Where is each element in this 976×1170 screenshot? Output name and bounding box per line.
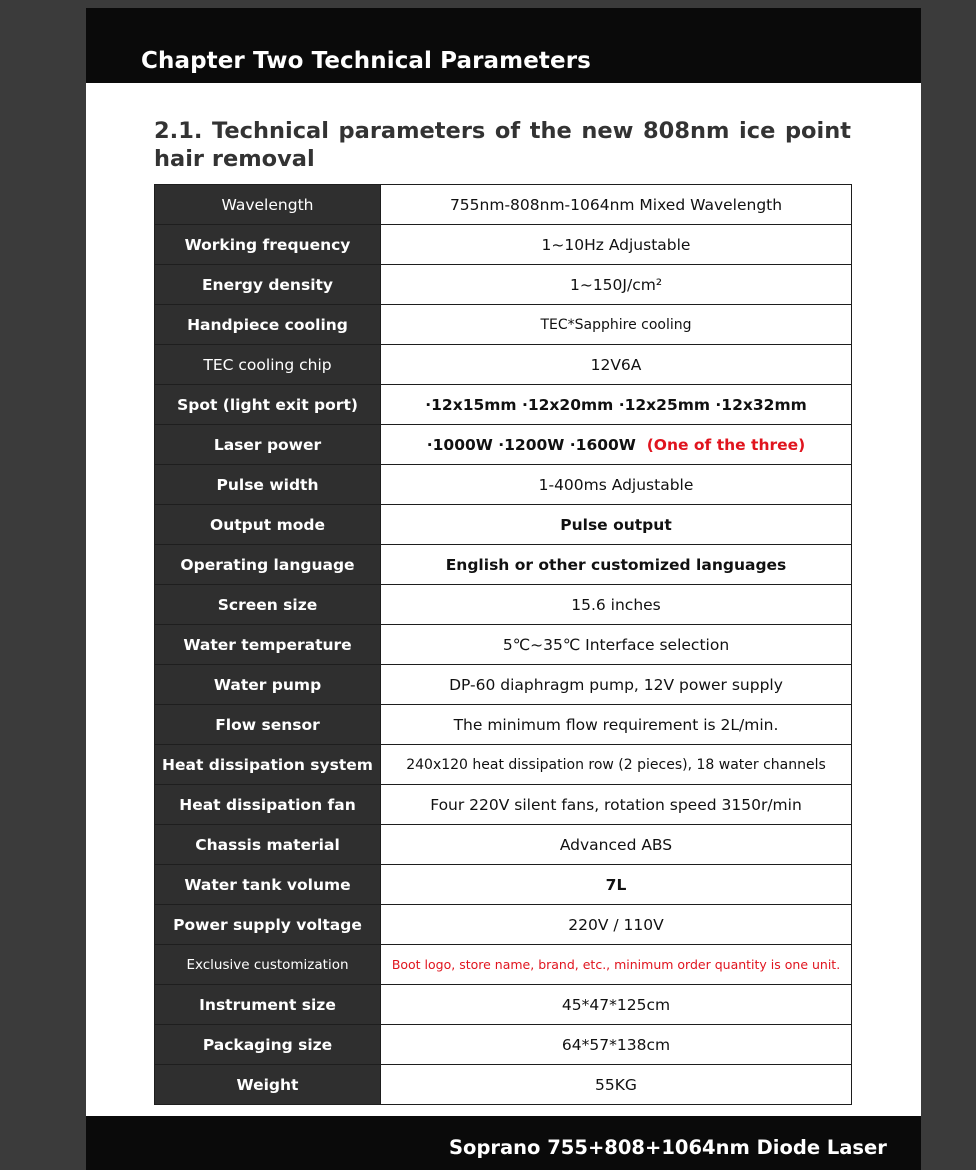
spec-row-water-temperature — [155, 625, 852, 665]
spec-value: Boot logo, store name, brand, etc., minimum order quantity is one unit. — [381, 945, 852, 985]
spec-row-operating-language — [155, 545, 852, 585]
spec-row-water-pump — [155, 665, 852, 705]
spec-label: Energy density — [155, 265, 381, 305]
spec-value: 1~150J/cm² — [381, 265, 852, 305]
chapter-title: Chapter Two Technical Parameters — [141, 48, 591, 74]
spec-value: 7L — [381, 865, 852, 905]
spec-label: Heat dissipation fan — [155, 785, 381, 825]
spec-row-instrument-size — [155, 985, 852, 1025]
spec-row-handpiece-cooling — [155, 305, 852, 345]
spec-label: Screen size — [155, 585, 381, 625]
spec-label: TEC cooling chip — [155, 345, 381, 385]
spec-value: 1-400ms Adjustable — [381, 465, 852, 505]
spec-label: Instrument size — [155, 985, 381, 1025]
laser-power-options: ·1000W ·1200W ·1600W — [426, 435, 636, 454]
spec-label: Power supply voltage — [155, 905, 381, 945]
spec-row-power-supply-voltage — [155, 905, 852, 945]
document-page — [86, 8, 921, 1170]
spec-value: 45*47*125cm — [381, 985, 852, 1025]
spec-value: English or other customized languages — [381, 545, 852, 585]
spec-value-laser-power — [381, 425, 852, 465]
footer-title: Soprano 755+808+1064nm Diode Laser — [449, 1136, 887, 1159]
spec-label: Pulse width — [155, 465, 381, 505]
spec-label: Laser power — [155, 425, 381, 465]
spec-row-water-tank-volume — [155, 865, 852, 905]
spec-label: Weight — [155, 1065, 381, 1105]
spec-value: 15.6 inches — [381, 585, 852, 625]
spec-value: Four 220V silent fans, rotation speed 3150r/min — [381, 785, 852, 825]
spec-row-tec-cooling-chip — [155, 345, 852, 385]
spec-label: Output mode — [155, 505, 381, 545]
spec-label: Water tank volume — [155, 865, 381, 905]
spec-label: Handpiece cooling — [155, 305, 381, 345]
spec-label: Chassis material — [155, 825, 381, 865]
spec-row-screen-size — [155, 585, 852, 625]
spec-row-output-mode — [155, 505, 852, 545]
spec-value: 55KG — [381, 1065, 852, 1105]
spec-value: 64*57*138cm — [381, 1025, 852, 1065]
spec-value: 1~10Hz Adjustable — [381, 225, 852, 265]
spec-value: 12V6A — [381, 345, 852, 385]
spec-value: 755nm-808nm-1064nm Mixed Wavelength — [381, 185, 852, 225]
spec-label: Working frequency — [155, 225, 381, 265]
spec-label: Packaging size — [155, 1025, 381, 1065]
spec-row-heat-dissipation-fan — [155, 785, 852, 825]
spec-value: 240x120 heat dissipation row (2 pieces), 18 water channels — [381, 745, 852, 785]
spec-label: Wavelength — [155, 185, 381, 225]
laser-power-note: (One of the three) — [646, 435, 806, 454]
spec-label: Heat dissipation system — [155, 745, 381, 785]
spec-row-spot — [155, 385, 852, 425]
spec-label: Water pump — [155, 665, 381, 705]
spec-value: 5℃~35℃ Interface selection — [381, 625, 852, 665]
spec-label: Water temperature — [155, 625, 381, 665]
spec-row-exclusive-customization — [155, 945, 852, 985]
spec-row-laser-power — [155, 425, 852, 465]
spec-row-packaging-size — [155, 1025, 852, 1065]
spec-label: Operating language — [155, 545, 381, 585]
spec-value: DP-60 diaphragm pump, 12V power supply — [381, 665, 852, 705]
spec-row-pulse-width — [155, 465, 852, 505]
spec-value: The minimum flow requirement is 2L/min. — [381, 705, 852, 745]
spec-row-heat-dissipation-system — [155, 745, 852, 785]
spec-value: ·12x15mm ·12x20mm ·12x25mm ·12x32mm — [381, 385, 852, 425]
spec-value: TEC*Sapphire cooling — [381, 305, 852, 345]
spec-value: Pulse output — [381, 505, 852, 545]
section-title: 2.1. Technical parameters of the new 808nm ice point hair removal — [154, 118, 851, 172]
spec-row-working-frequency — [155, 225, 852, 265]
spec-row-chassis-material — [155, 825, 852, 865]
spec-label: Exclusive customization — [155, 945, 381, 985]
spec-row-flow-sensor — [155, 705, 852, 745]
spec-table — [154, 184, 852, 1105]
spec-value: 220V / 110V — [381, 905, 852, 945]
spec-row-energy-density — [155, 265, 852, 305]
spec-label: Flow sensor — [155, 705, 381, 745]
spec-value: Advanced ABS — [381, 825, 852, 865]
spec-row-weight — [155, 1065, 852, 1105]
spec-row-wavelength — [155, 185, 852, 225]
spec-label: Spot (light exit port) — [155, 385, 381, 425]
